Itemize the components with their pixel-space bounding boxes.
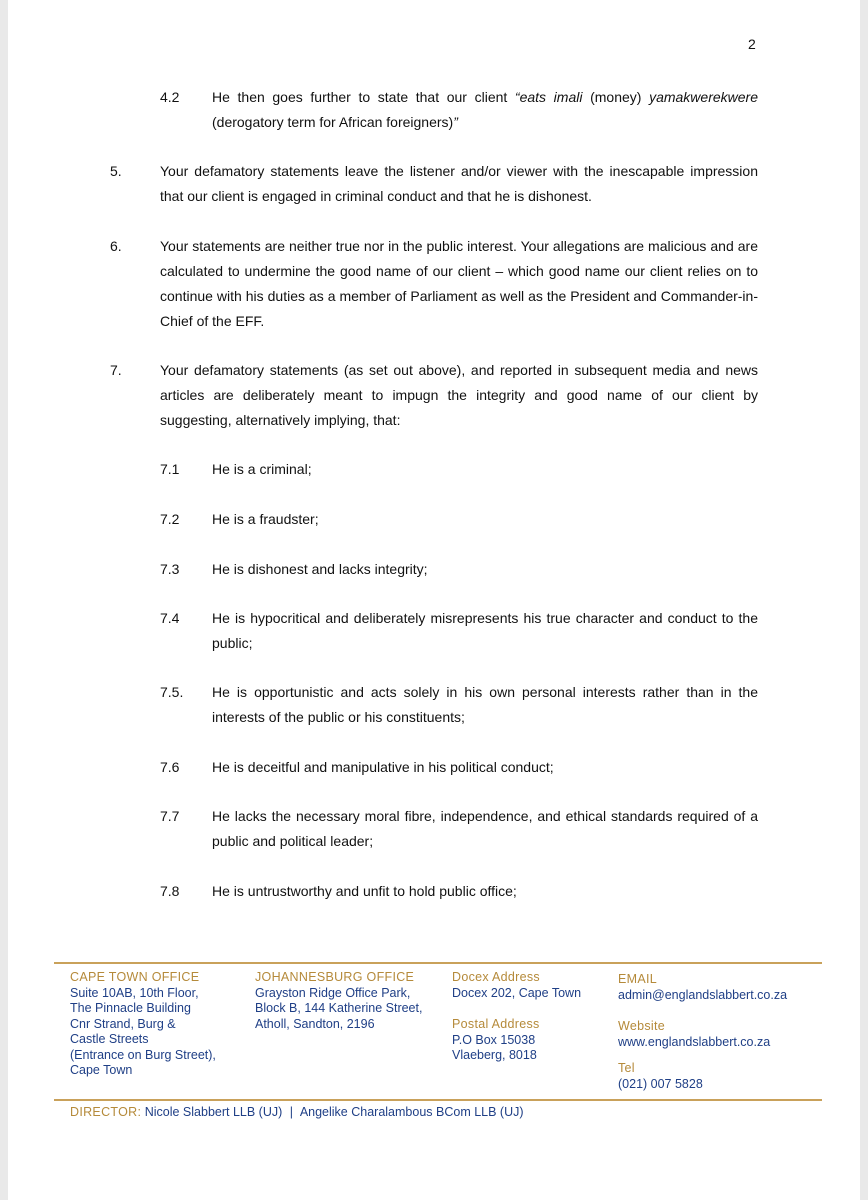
footer-website xyxy=(618,1019,770,1050)
paragraph-text: Your statements are neither true nor in the public interest. Your allegations are malicious and are calculated to undermine the good name of our client – which good name our client relies on to continue with his duties as a member of Parliament as well as the President and Commander-in-Chief of the EFF. xyxy=(160,238,758,329)
johannesburg-heading: JOHANNESBURG OFFICE xyxy=(255,970,415,984)
subitem-number: 7.4 xyxy=(160,610,180,626)
email-link[interactable]: admin@englandslabbert.co.za xyxy=(618,987,788,1002)
footer-johannesburg-office xyxy=(255,970,422,1032)
website-link[interactable]: www.englandslabbert.co.za xyxy=(618,1034,771,1049)
tel-value: (021) 007 5828 xyxy=(618,1076,703,1091)
subparagraph-text: He then goes further to state that our client “eats imali (money) yamakwerekwere (derogatory term for African foreigners)” xyxy=(212,89,758,130)
email-heading: EMAIL xyxy=(618,972,658,986)
subitem-number: 7.5. xyxy=(160,684,184,700)
director-name: Angelike Charalambous BCom LLB (UJ) xyxy=(299,1105,524,1119)
website-heading: Website xyxy=(618,1019,666,1033)
page-number: 2 xyxy=(748,36,756,52)
paragraph-number: 6. xyxy=(110,238,122,254)
footer-postal xyxy=(452,1017,540,1064)
address-line: Cnr Strand, Burg & xyxy=(70,1016,176,1031)
footer-email xyxy=(618,972,787,1003)
subitem-number: 7.6 xyxy=(160,759,180,775)
subitem-text: He is deceitful and manipulative in his political conduct; xyxy=(212,759,554,775)
subitem-number: 7.1 xyxy=(160,461,180,477)
director-label: DIRECTOR: xyxy=(70,1105,142,1119)
address-line: Suite 10AB, 10th Floor, xyxy=(70,985,199,1000)
footer-cape-town-office xyxy=(70,970,216,1079)
subitem-text: He is a fraudster; xyxy=(212,511,319,527)
address-line: (Entrance on Burg Street), xyxy=(70,1047,216,1062)
postal-heading: Postal Address xyxy=(452,1017,540,1031)
subitem-text: He is hypocritical and deliberately misrepresents his true character and conduct to the public; xyxy=(212,610,758,651)
footer-bottom-rule xyxy=(54,1099,822,1101)
subitem-text: He is dishonest and lacks integrity; xyxy=(212,561,428,577)
document-page xyxy=(8,0,860,1200)
subitem-number: 7.2 xyxy=(160,511,180,527)
postal-line: Vlaeberg, 8018 xyxy=(452,1048,537,1062)
footer-docex xyxy=(452,970,581,1001)
subparagraph-number: 4.2 xyxy=(160,89,180,105)
paragraph-text: Your defamatory statements leave the listener and/or viewer with the inescapable impression that our client is engaged in criminal conduct and that he is dishonest. xyxy=(160,163,758,204)
address-line: Atholl, Sandton, 2196 xyxy=(255,1016,375,1031)
footer-tel xyxy=(618,1061,703,1092)
docex-value: Docex 202, Cape Town xyxy=(452,985,582,1000)
subitem-text: He lacks the necessary moral fibre, independence, and ethical standards required of a public and political leader; xyxy=(212,808,758,849)
address-line: Castle Streets xyxy=(70,1032,149,1046)
subitem-number: 7.3 xyxy=(160,561,180,577)
tel-heading: Tel xyxy=(618,1061,635,1075)
address-line: Grayston Ridge Office Park, xyxy=(255,985,411,1000)
docex-heading: Docex Address xyxy=(452,970,540,984)
footer-top-rule xyxy=(54,962,822,964)
paragraph-number: 7. xyxy=(110,362,122,378)
director-line xyxy=(70,1105,524,1119)
director-name: Nicole Slabbert LLB (UJ) xyxy=(144,1105,283,1119)
subitem-text: He is untrustworthy and unfit to hold public office; xyxy=(212,883,517,899)
director-separator: | xyxy=(289,1105,294,1119)
paragraph-number: 5. xyxy=(110,163,122,179)
address-line: Block B, 144 Katherine Street, xyxy=(255,1001,423,1015)
address-line: The Pinnacle Building xyxy=(70,1001,191,1015)
postal-line: P.O Box 15038 xyxy=(452,1032,536,1047)
cape-town-heading: CAPE TOWN OFFICE xyxy=(70,970,200,984)
paragraph-text: Your defamatory statements (as set out above), and reported in subsequent media and news articles are deliberately meant to impugn the integrity and good name of our client by suggesting, alternatively implying, that: xyxy=(160,362,758,428)
subitem-text: He is opportunistic and acts solely in his own personal interests rather than in the interests of the public or his constituents; xyxy=(212,684,758,725)
subitem-text: He is a criminal; xyxy=(212,461,312,477)
subitem-number: 7.7 xyxy=(160,808,180,824)
subitem-number: 7.8 xyxy=(160,883,180,899)
address-line: Cape Town xyxy=(70,1063,133,1077)
